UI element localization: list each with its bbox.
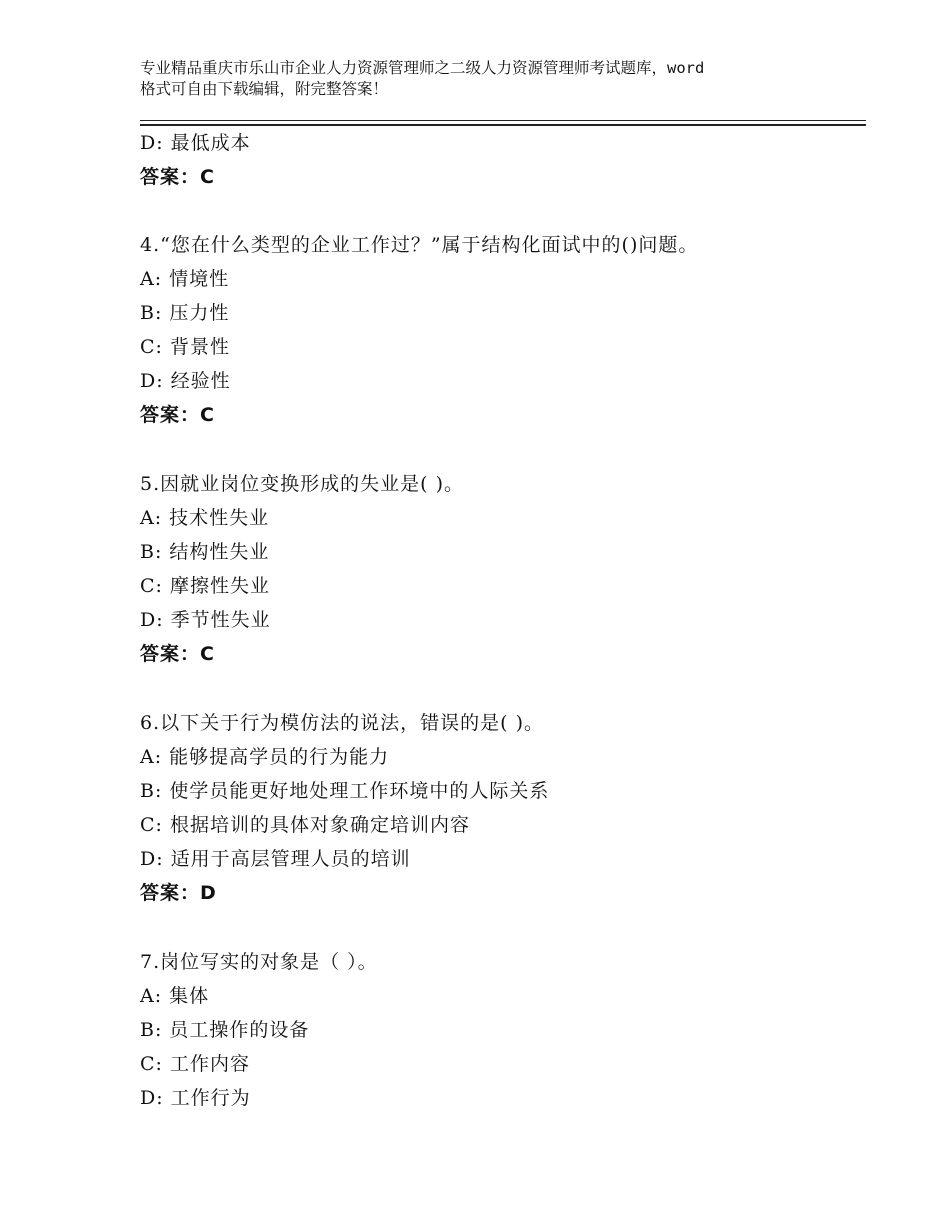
question-stem: 6.以下关于行为模仿法的说法，错误的是( )。 bbox=[140, 712, 544, 734]
question-stem: 7.岗位写实的对象是（ ）。 bbox=[140, 951, 378, 973]
header-line-2: 格式可自由下载编辑，附完整答案！ bbox=[140, 80, 389, 98]
document-header bbox=[140, 58, 830, 100]
option-d: D: 适用于高层管理人员的培训 bbox=[140, 848, 411, 870]
answer: 答案：C bbox=[140, 404, 215, 426]
option-d: D: 季节性失业 bbox=[140, 609, 271, 631]
option-c: C: 根据培训的具体对象确定培训内容 bbox=[140, 814, 470, 836]
option-b: B: 压力性 bbox=[140, 302, 230, 324]
header-line-1: 专业精品重庆市乐山市企业人力资源管理师之二级人力资源管理师考试题库，word bbox=[140, 59, 705, 77]
option-a: A: 情境性 bbox=[140, 268, 230, 290]
answer: 答案：C bbox=[140, 166, 215, 188]
option-a: A: 能够提高学员的行为能力 bbox=[140, 746, 390, 768]
answer: 答案：D bbox=[140, 882, 217, 904]
option-c: C: 工作内容 bbox=[140, 1053, 250, 1075]
option-d: D: 最低成本 bbox=[140, 132, 251, 154]
question-stem: 5.因就业岗位变换形成的失业是( )。 bbox=[140, 473, 464, 495]
option-b: B: 使学员能更好地处理工作环境中的人际关系 bbox=[140, 780, 550, 802]
option-c: C: 摩擦性失业 bbox=[140, 575, 270, 597]
option-c: C: 背景性 bbox=[140, 336, 230, 358]
option-b: B: 结构性失业 bbox=[140, 541, 270, 563]
option-a: A: 集体 bbox=[140, 985, 210, 1007]
header-rule-thin bbox=[140, 120, 866, 121]
option-d: D: 工作行为 bbox=[140, 1087, 251, 1109]
option-b: B: 员工操作的设备 bbox=[140, 1019, 310, 1041]
option-a: A: 技术性失业 bbox=[140, 507, 270, 529]
option-d: D: 经验性 bbox=[140, 370, 231, 392]
question-stem: 4.“您在什么类型的企业工作过？”属于结构化面试中的()问题。 bbox=[140, 234, 699, 256]
answer: 答案：C bbox=[140, 643, 215, 665]
